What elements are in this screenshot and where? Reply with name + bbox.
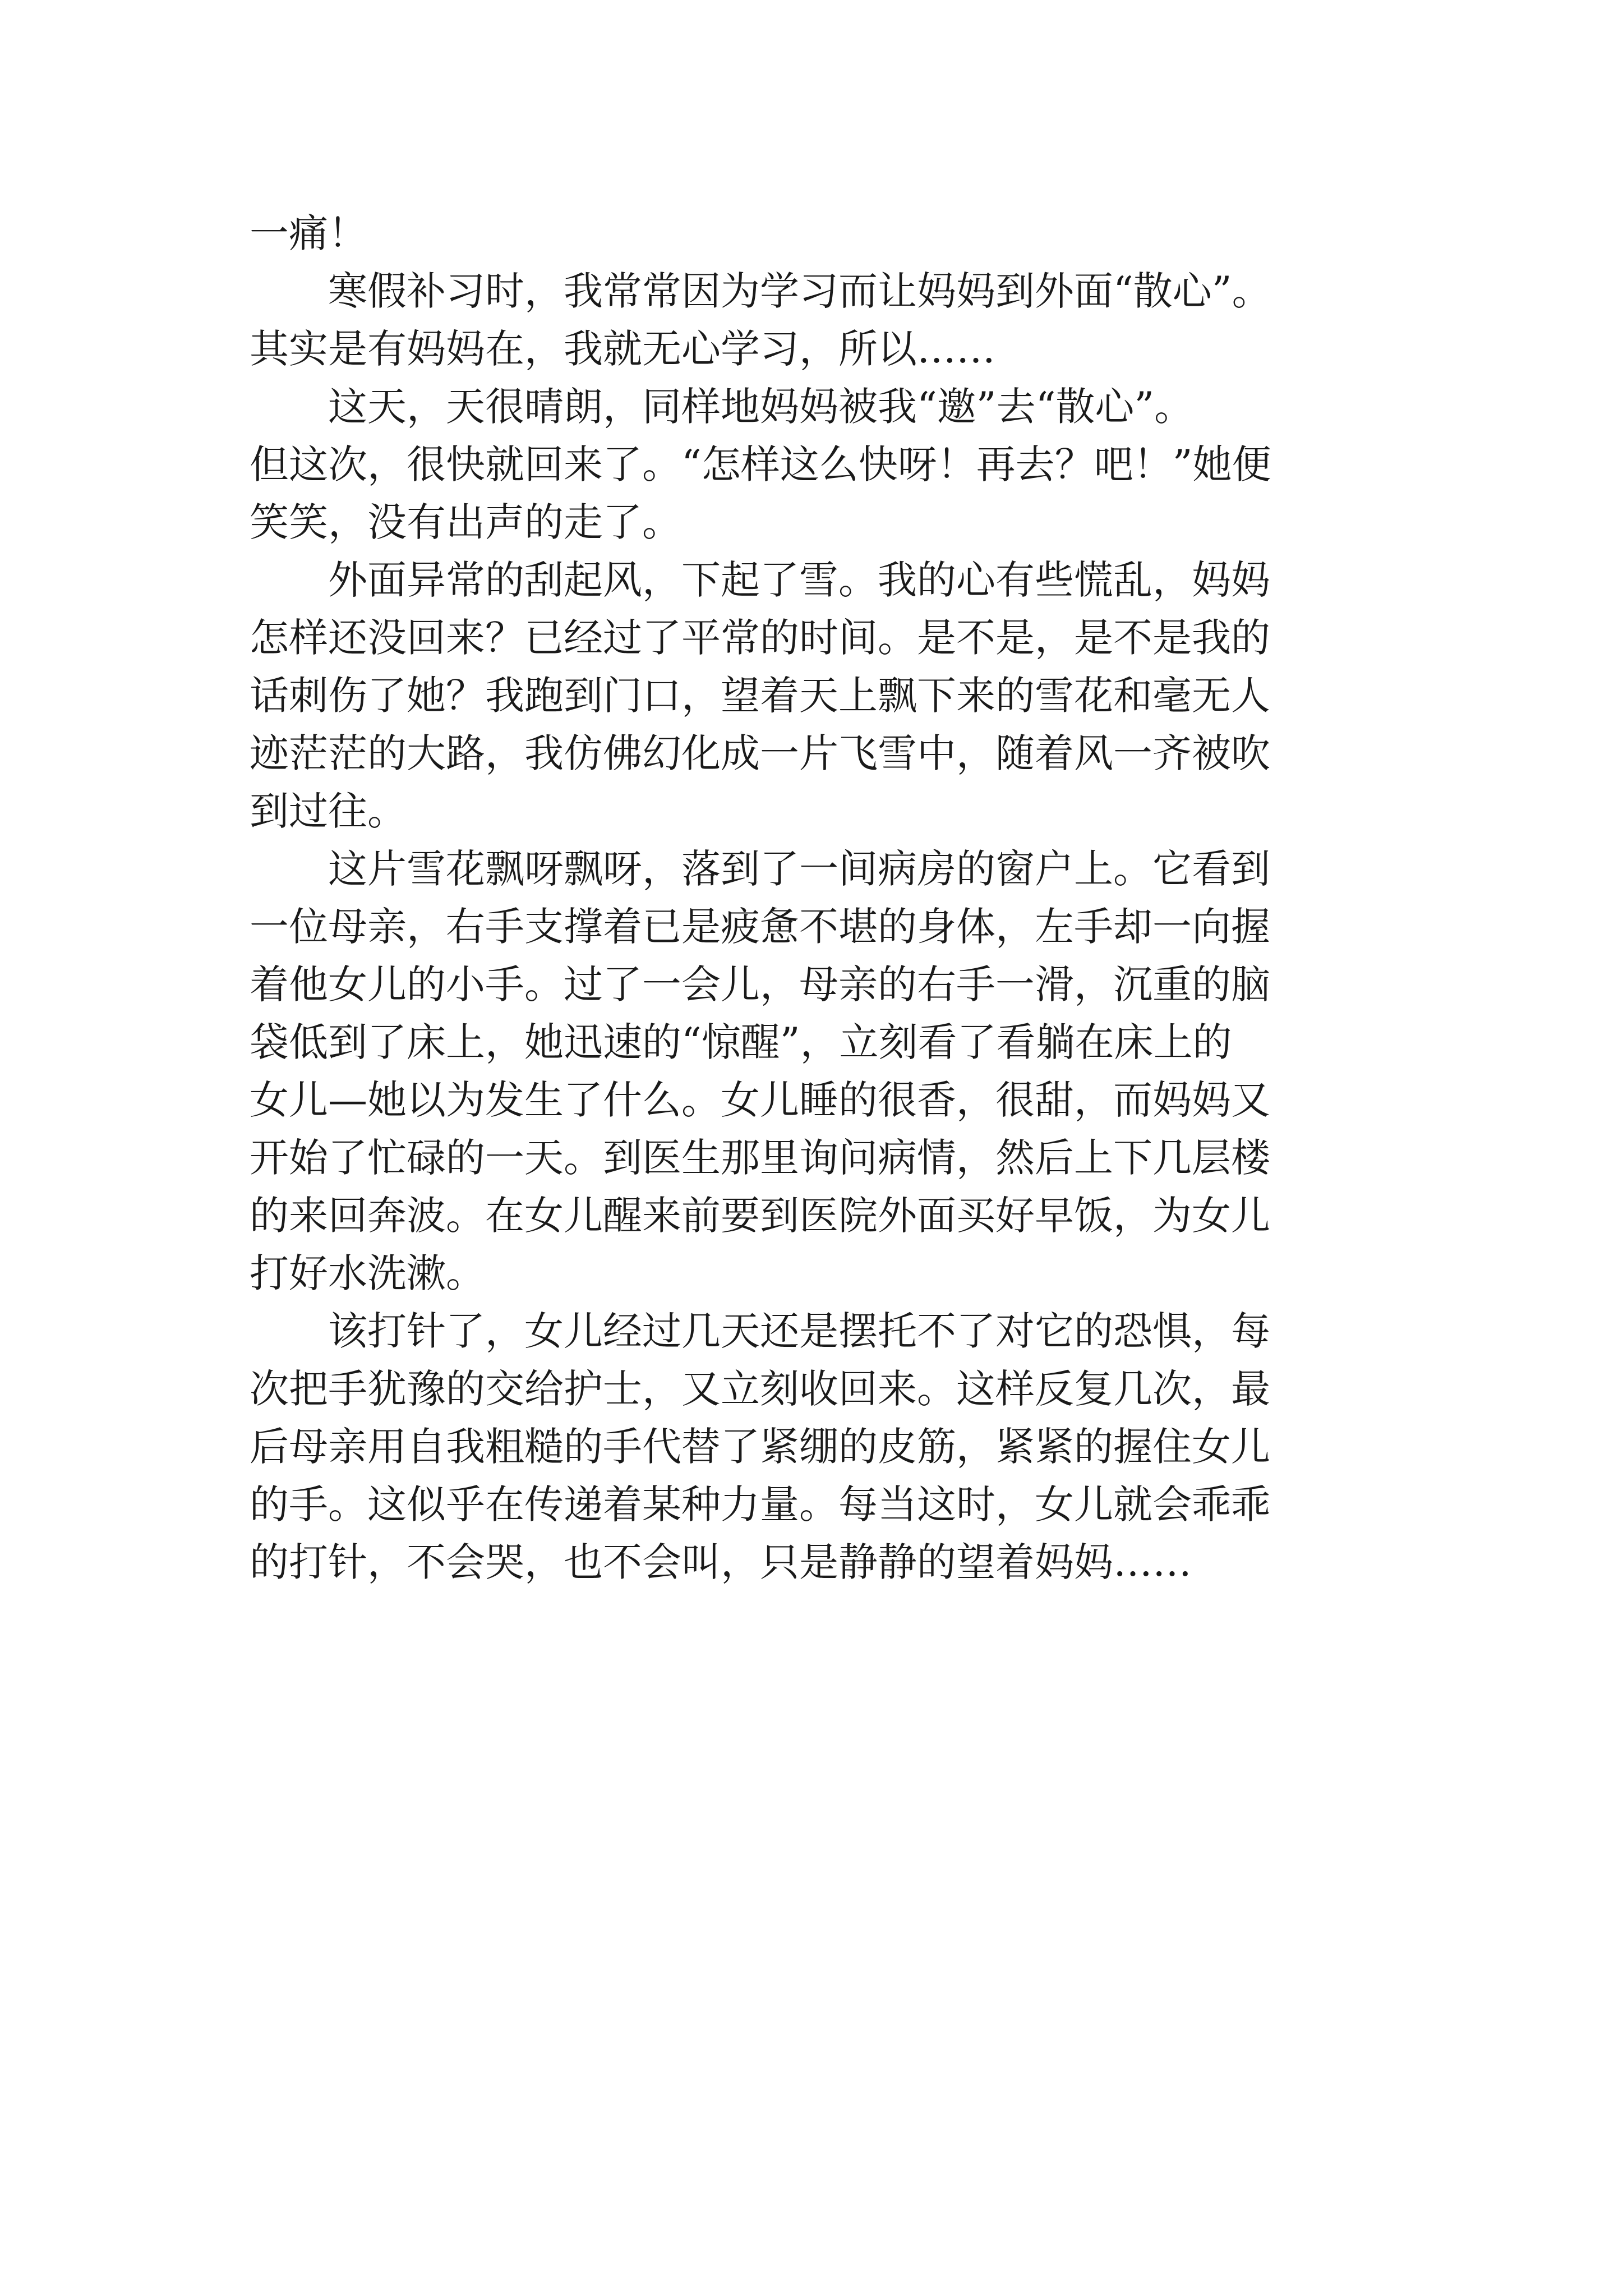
text-line: 的打针，不会哭，也不会叫，只是静静的望着妈妈…… (250, 1539, 1192, 1585)
paragraph-3 (250, 378, 1394, 551)
text-line: 打好水洗漱。 (250, 1250, 485, 1296)
text-line: 迹茫茫的大路，我仿佛幻化成一片飞雪中，随着风一齐被吹 (250, 730, 1270, 776)
text-line: 该打针了，女儿经过几天还是摆托不了对它的恐惧，每 (250, 1308, 1270, 1354)
text-line: 一痛！ (250, 210, 367, 256)
text-line: 这天，天很晴朗，同样地妈妈被我“邀”去“散心”。 (250, 384, 1194, 430)
text-line: 次把手犹豫的交给护士，又立刻收回来。这样反复几次，最 (250, 1366, 1270, 1412)
text-line: 开始了忙碌的一天。到医生那里询问病情，然后上下几层楼 (250, 1135, 1270, 1181)
text-line: 话刺伤了她？我跑到门口，望着天上飘下来的雪花和毫无人 (250, 673, 1270, 719)
body-text (250, 205, 1394, 1591)
text-line: 外面异常的刮起风，下起了雪。我的心有些慌乱，妈妈 (250, 557, 1270, 603)
text-line: 一位母亲，右手支撑着已是疲惫不堪的身体，左手却一向握 (250, 904, 1270, 950)
paragraph-5 (250, 840, 1394, 1303)
text-line: 其实是有妈妈在，我就无心学习，所以…… (250, 326, 995, 372)
text-line: 着他女儿的小手。过了一会儿，母亲的右手一滑，沉重的脑 (250, 961, 1270, 1007)
text-line: 寒假补习时，我常常因为学习而让妈妈到外面“散心”。 (250, 268, 1271, 314)
paragraph-1 (250, 205, 1394, 263)
text-line: 怎样还没回来？已经过了平常的时间。是不是，是不是我的 (250, 615, 1270, 661)
text-line: 这片雪花飘呀飘呀，落到了一间病房的窗户上。它看到 (250, 846, 1270, 892)
text-line: 女儿—她以为发生了什么。女儿睡的很香，很甜，而妈妈又 (250, 1077, 1270, 1123)
text-line: 但这次，很快就回来了。“怎样这么快呀！再去？吧！”她便 (250, 441, 1271, 487)
paragraph-2 (250, 263, 1394, 378)
text-line: 后母亲用自我粗糙的手代替了紧绷的皮筋，紧紧的握住女儿 (250, 1424, 1270, 1470)
paragraph-6 (250, 1303, 1394, 1591)
paragraph-4 (250, 551, 1394, 840)
text-line: 到过往。 (250, 788, 407, 834)
text-line: 的手。这似乎在传递着某种力量。每当这时，女儿就会乖乖 (250, 1481, 1270, 1527)
text-line: 的来回奔波。在女儿醒来前要到医院外面买好早饭，为女儿 (250, 1193, 1270, 1239)
text-line: 笑笑，没有出声的走了。 (250, 499, 681, 545)
text-line: 袋低到了床上，她迅速的“惊醒”，立刻看了看躺在床上的 (250, 1019, 1232, 1065)
